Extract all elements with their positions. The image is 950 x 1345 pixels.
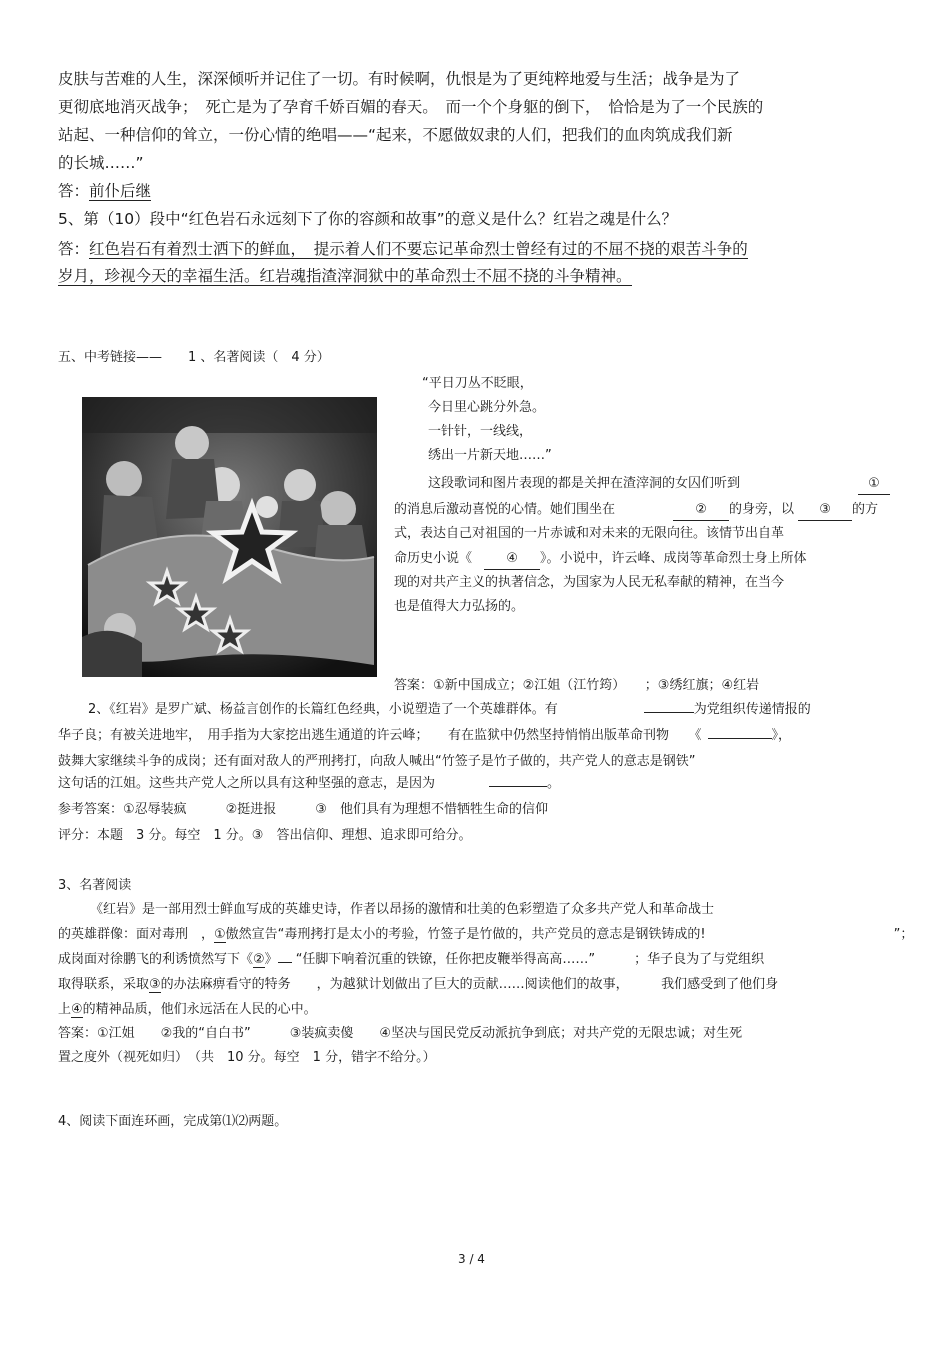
q3-answer-line-2: 置之度外（视死如归） （共 10 分。每空 1 分，错字不给分。） — [58, 1050, 436, 1065]
passage-line-3: 站起、一种信仰的耸立，一份心情的绝唱——“起来，不愿做奴隶的人们，把我们的血肉筑成我们新 — [58, 126, 733, 144]
para-line-3: 式，表达自己对祖国的一片赤诚和对未来的无限向往。该情节出自革 — [394, 526, 785, 541]
q3-line-5-text-b: 的精神品质，他们永远活在人民的心中。 — [82, 1002, 317, 1017]
para-line-1: 这段歌词和图片表现的都是关押在渣滓洞的女囚们听到 — [428, 476, 741, 491]
poem-line-2: 今日里心跳分外急。 — [428, 400, 546, 415]
q3-blank-4: ④ — [71, 1002, 83, 1017]
embroidering-flag-photo — [82, 397, 377, 677]
q2-line-1 — [88, 700, 811, 720]
para-line-2-text-b: 的身旁，以 — [729, 502, 795, 517]
q2-line-4 — [58, 774, 560, 794]
passage-line-4: 的长城……” — [58, 154, 144, 172]
passage-line-2: 更彻底地消灭战争； 死亡是为了孕育千娇百媚的春天。 而一个个身躯的倒下， 恰恰是为了一个民族的 — [58, 98, 764, 116]
blank-2: ② — [673, 500, 729, 521]
section5-answer: 答案：①新中国成立；②江姐（江竹筠） ；③绣红旗；④红岩 — [394, 678, 760, 693]
q3-line-3-text-a: 成岗面对徐鹏飞的利诱愤然写下《 — [58, 952, 254, 967]
q5-question: 5、第（10）段中“红色岩石永远刻下了你的容颜和故事”的意义是什么？红岩之魂是什么？ — [58, 210, 678, 228]
poem-line-4: 绣出一片新天地……” — [428, 448, 552, 463]
q2-line-1-text-b: 为党组织传递情报的 — [693, 702, 811, 717]
answer-text: 前仆后继 — [89, 182, 152, 200]
q2-line-2-text-b: 》， — [771, 728, 792, 743]
q3-line-4-text-b: 的办法麻痹看守的特务 ，为越狱计划做出了巨大的贡献……阅读他们的故事， 我们感受到了他们身 — [160, 977, 779, 992]
q3-blank-1: ① — [214, 927, 226, 942]
q3-line-3-text-c: “任脚下响着沉重的铁镣，任你把皮鞭举得高高……” ；华子良为了与党组织 — [295, 952, 765, 967]
para-line-2 — [394, 500, 878, 521]
q3-line-2-text-c: ”； — [893, 927, 914, 942]
q3-line-5-text-a: 上 — [58, 1002, 72, 1017]
q2-line-3: 鼓舞大家继续斗争的成岗；还有面对敌人的严刑拷打，向敌人喊出“竹签子是竹子做的，共产党人的意志是钢铁” — [58, 754, 696, 769]
q3-line-5 — [58, 1000, 317, 1020]
q2-line-2-text-a: 华子良；有被关进地牢， 用手指为大家挖出逃生通道的许云峰； 有在监狱中仍然坚持悄悄出版革命刊物 《 — [58, 728, 702, 743]
q2-line-1-text-a: 2、《红岩》是罗广斌、杨益言创作的长篇红色经典，小说塑造了一个英雄群体。有 — [88, 702, 558, 717]
q2-line-4-text-b: 。 — [547, 776, 561, 791]
q5-answer-text-1: 红色岩石有着烈士洒下的鲜血， 提示着人们不要忘记革命烈士曾经有过的不屈不挠的艰苦斗争的 — [89, 240, 748, 258]
q5-answer-text-2: 岁月，珍视今天的幸福生活。红岩魂指渣滓洞狱中的革命烈士不屈不挠的斗争精神。 — [58, 267, 632, 285]
q3-line-2-text-b: 傲然宣告“毒刑拷打是太小的考验，竹签子是竹做的，共产党员的意志是钢铁铸成的! — [225, 927, 706, 942]
para-line-4-text-b: 》。小说中，许云峰、成岗等革命烈士身上所体 — [540, 551, 807, 566]
blank-4: ④ — [484, 549, 540, 570]
page-number: 3 / 4 — [458, 1252, 485, 1266]
blank-3: ③ — [798, 500, 852, 521]
poem-line-1: “平日刀丛不眨眼， — [422, 376, 533, 391]
q3-line-4-text-a: 取得联系，采取 — [58, 977, 150, 992]
poem-line-3: 一针针，一线线， — [428, 424, 533, 439]
para-line-4 — [394, 549, 807, 570]
flag-photo-illustration — [82, 397, 377, 677]
q5-answer-line-1 — [58, 238, 748, 260]
para-line-6: 也是值得大力弘扬的。 — [394, 599, 525, 614]
q3-line-2-text-a: 的英雄群像：面对毒刑 ， — [58, 927, 215, 942]
q3-answer-line-1: 答案：①江姐 ②我的“自白书” ③装疯卖傻 ④坚决与国民党反动派抗争到底；对共产党的无限忠诚；对生死 — [58, 1026, 743, 1041]
q3-line-1: 《红岩》是一部用烈士鲜血写成的英雄史诗，作者以昂扬的激情和壮美的色彩塑造了众多共产党人和革命战士 — [90, 902, 715, 917]
q3-line-3-text-b: 》 — [264, 952, 278, 967]
answer-prefix: 答： — [58, 182, 90, 200]
answer-line — [58, 180, 151, 202]
para-line-5: 现的对共产主义的执著信念，为国家为人民无私奉献的精神，在当今 — [394, 575, 785, 590]
q2-blank-3 — [489, 786, 547, 787]
q2-line-2 — [58, 726, 791, 746]
q4-text: 4、阅读下面连环画，完成第⑴⑵两题。 — [58, 1114, 288, 1129]
para-line-2-text-c: 的方 — [852, 502, 879, 517]
q2-blank-2 — [708, 738, 772, 739]
q3-line-3 — [58, 950, 764, 970]
q5-answer-prefix: 答： — [58, 240, 90, 258]
q3-line-2 — [58, 925, 913, 945]
q5-answer-line-2 — [58, 265, 632, 287]
passage-line-1: 皮肤与苦难的人生，深深倾听并记住了一切。有时候啊，仇恨是为了更纯粹地爱与生活；战争是为了 — [58, 70, 741, 88]
q3-title: 3、名著阅读 — [58, 878, 132, 893]
para-line-2-text-a: 的消息后激动喜悦的心情。她们围坐在 — [394, 502, 616, 517]
q3-blank-3: ③ — [149, 977, 161, 992]
q3-line-4 — [58, 975, 778, 995]
blank-1-label: ① — [858, 474, 890, 495]
q2-score: 评分：本题 3 分。每空 1 分。③ 答出信仰、理想、追求即可给分。 — [58, 828, 472, 843]
q2-reference-answer: 参考答案：①忍辱装疯 ②挺进报 ③ 他们具有为理想不惜牺牲生命的信仰 — [58, 802, 548, 817]
para-line-4-text-a: 命历史小说《 — [394, 551, 473, 566]
q3-blank-2-line — [278, 962, 292, 963]
blank-1 — [858, 474, 890, 495]
q3-blank-2: ② — [253, 952, 265, 967]
q2-line-4-text-a: 这句话的江姐。这些共产党人之所以具有这种坚强的意志，是因为 — [58, 776, 436, 791]
q2-blank-1 — [644, 712, 694, 713]
section5-heading: 五、中考链接—— 1 、名著阅读（ 4 分） — [58, 350, 330, 365]
